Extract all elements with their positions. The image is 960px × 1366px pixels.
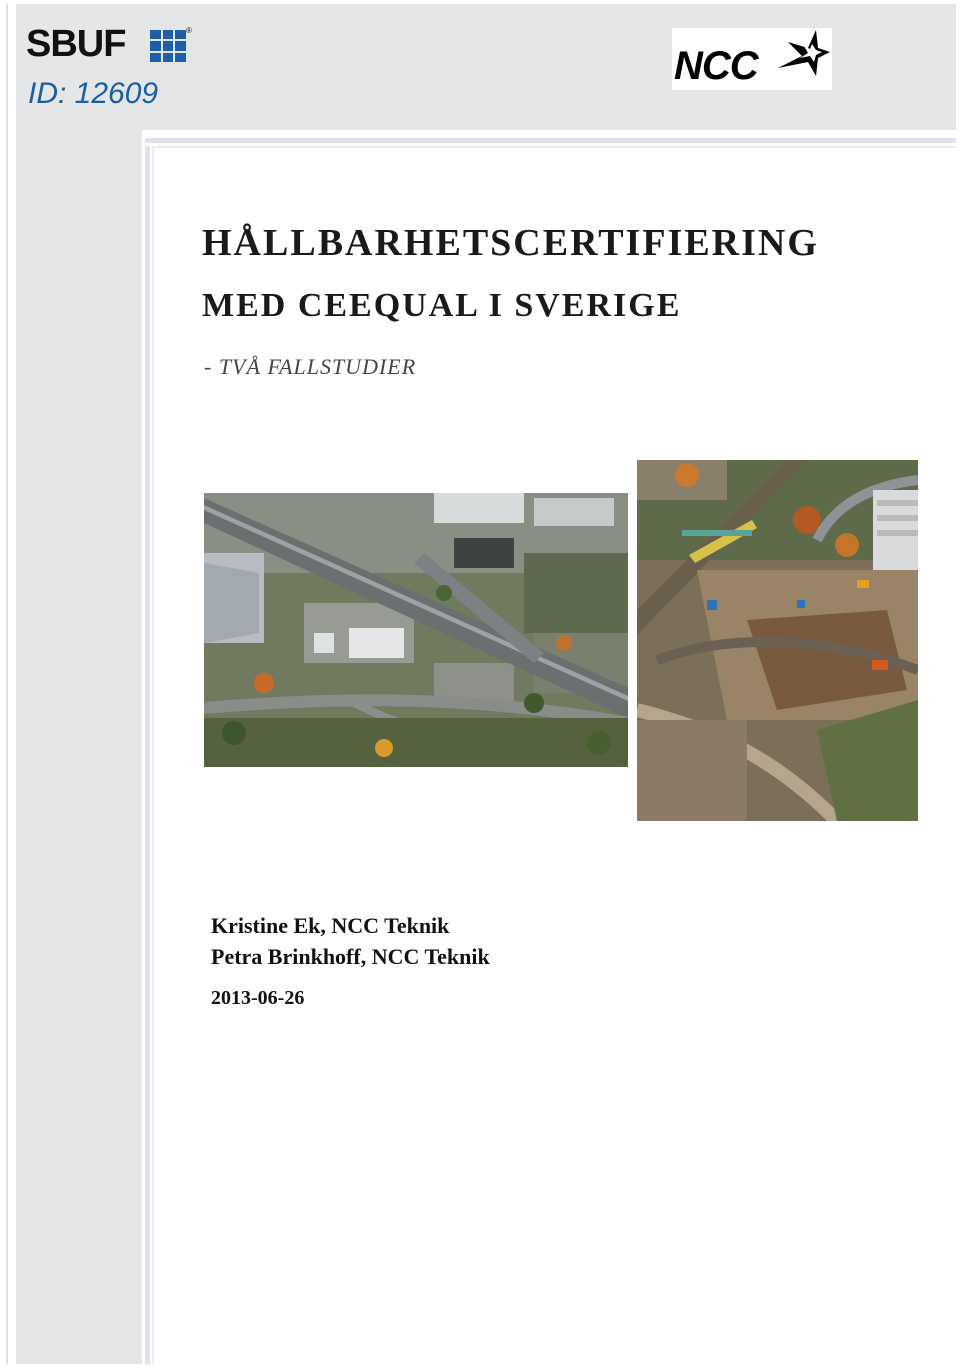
document-date: 2013-06-26	[211, 987, 305, 1009]
frame-divider-vertical	[145, 146, 150, 1364]
aerial-construction-photo	[637, 460, 918, 821]
aerial-highway-photo	[204, 493, 628, 767]
ncc-logo	[672, 28, 832, 90]
document-title-line2: MED CEEQUAL I SVERIGE	[202, 287, 682, 324]
sbuf-logo	[26, 23, 194, 65]
sbuf-grid-icon	[150, 30, 186, 62]
author-2: Petra Brinkhoff, NCC Teknik	[211, 944, 490, 969]
author-1: Kristine Ek, NCC Teknik	[211, 913, 450, 938]
frame-divider-horizontal	[145, 138, 956, 143]
frame-outer-line	[6, 4, 8, 1364]
sbuf-logo-text: SBUF	[26, 23, 126, 65]
sidebar-band	[16, 4, 142, 1364]
document-id: ID: 12609	[28, 77, 159, 110]
document-subtitle: - TVÅ FALLSTUDIER	[204, 354, 417, 379]
ncc-logo-text: NCC	[674, 44, 758, 88]
frame-divider-horizontal-light	[152, 146, 956, 148]
registered-mark: ®	[186, 26, 192, 35]
document-title-line1: HÅLLBARHETSCERTIFIERING	[202, 222, 819, 264]
frame-divider-vertical-light	[152, 146, 154, 1364]
star-icon	[772, 28, 830, 86]
